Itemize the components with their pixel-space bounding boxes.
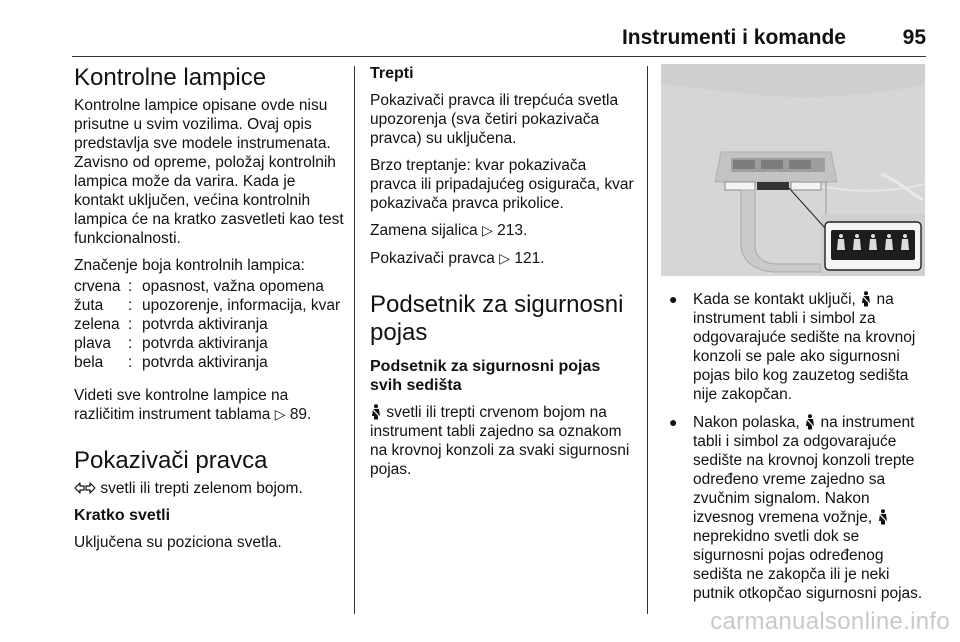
section-title-turn-signals: Pokazivači pravca — [74, 447, 268, 474]
page-number: 95 — [902, 26, 926, 49]
blinking-text: Pokazivači pravca ili trepćuća svetla upozorenja (sva četiri pokazivača pravca) su uključena. — [370, 92, 619, 147]
bullet-icon: ● — [669, 414, 678, 430]
list-item: ● Nakon polaska, na instrument tabli i simbol za odgovarajuće sedište na krovnoj konzoli trepte određeno vreme zajedno sa zvučnim signalom. Nakon izvesnog vremena vožnje, neprekidno svetli dok se sigurnosni pojas određenog sedišta ne zakopča ili je neki putnik otkopčao sigurnosni pojas. — [669, 414, 923, 602]
page-header — [0, 0, 960, 60]
seatbelt-bullet-list — [661, 290, 926, 603]
short-light-text: Uključena su poziciona svetla. — [74, 534, 282, 551]
subsection-short-light: Kratko svetli — [74, 507, 171, 524]
page-ref-link[interactable]: 89. — [289, 406, 312, 423]
seatbelt-icon — [370, 404, 382, 420]
watermark: carmanualsonline.info — [710, 608, 950, 635]
color-meaning-table — [74, 277, 340, 372]
column-2 — [370, 64, 636, 487]
column-divider-2 — [647, 66, 648, 614]
seatbelt-icon — [804, 414, 816, 430]
color-meaning: upozorenje, informacija, kvar — [142, 297, 341, 314]
subsection-blinking: Trepti — [370, 65, 414, 82]
color-name: zelena — [74, 316, 120, 333]
colors-intro: Značenje boja kontrolnih lampica: — [74, 257, 305, 274]
header-title: Instrumenti i komande — [621, 26, 846, 49]
seatbelt-text: svetli ili trepti crvenom bojom na instrument tabli zajedno sa oznakom na krovnoj konzoli za svaki sigurnosni pojas. — [370, 404, 630, 478]
seatbelt-icon — [877, 509, 889, 525]
seatbelt-icon — [860, 291, 872, 307]
fast-blinking-text: Brzo treptanje: kvar pokazivača pravca ili pripadajućeg osigurača, kvar pokazivača pravca prikolice. — [370, 157, 634, 212]
table-row: crvena : opasnost, važna opomena — [74, 277, 340, 296]
bullet-icon: ● — [669, 291, 678, 307]
color-name: crvena — [74, 278, 121, 295]
subsection-all-seats: Podsetnik za sigurnosni pojas svih sedišta — [370, 358, 601, 394]
list-item: ● Kada se kontakt uključi, na instrument tabli i simbol za odgovarajuće sedište na krovnoj konzoli se pale ako sigurnosni pojas bilo kog zauzetog sedišta nije zakopčan. — [669, 291, 916, 403]
color-name: bela — [74, 354, 104, 371]
section-title-seatbelt-reminder: Podsetnik za sigurnosni pojas — [370, 291, 624, 346]
roof-console-illustration — [661, 64, 925, 276]
column-1 — [74, 64, 348, 560]
page-ref-arrow-icon: ▷ — [274, 407, 286, 423]
bulb-replacement-ref: Zamena sijalica ▷ 213. — [370, 222, 528, 239]
column-divider-1 — [354, 66, 355, 614]
table-row: bela : potvrda aktiviranja — [74, 353, 340, 372]
page-ref-arrow-icon: ▷ — [482, 223, 493, 239]
table-row: žuta : upozorenje, informacija, kvar — [74, 297, 341, 314]
see-all-lights: Videti sve kontrolne lampice na različitim instrument tablama ▷ 89. — [74, 387, 312, 423]
color-meaning: potvrda aktiviranja — [142, 354, 268, 371]
page-ref-link[interactable]: 121. — [514, 250, 545, 267]
color-name: žuta — [74, 297, 104, 314]
color-name: plava — [74, 335, 112, 352]
turn-signal-desc: svetli ili trepti zelenom bojom. — [74, 479, 348, 498]
table-row: plava : potvrda aktiviranja — [74, 334, 340, 353]
page-ref-link[interactable]: 213. — [497, 222, 528, 239]
table-row: zelena : potvrda aktiviranja — [74, 315, 340, 334]
header-rule — [72, 56, 926, 57]
section-title-warning-lights: Kontrolne lampice — [74, 64, 267, 91]
color-meaning: potvrda aktiviranja — [142, 335, 268, 352]
column-3 — [661, 64, 926, 612]
color-meaning: potvrda aktiviranja — [142, 316, 268, 333]
intro-paragraph: Kontrolne lampice opisane ovde nisu prisutne u svim vozilima. Ovaj opis predstavlja sve modele instrumenata. Zavisno od opreme, položaj kontrolnih lampica može da varira. Kada je kontakt uključen, većina kontrolnih lampica će na kratko zasvetleti kao test funkcionalnosti. — [74, 97, 344, 247]
page-ref-arrow-icon: ▷ — [499, 251, 511, 267]
color-meaning: opasnost, važna opomena — [142, 278, 324, 295]
roof-console-image — [661, 64, 925, 276]
turn-signal-icon — [74, 482, 96, 494]
turn-signal-ref: Pokazivači pravca ▷ 121. — [370, 250, 545, 267]
